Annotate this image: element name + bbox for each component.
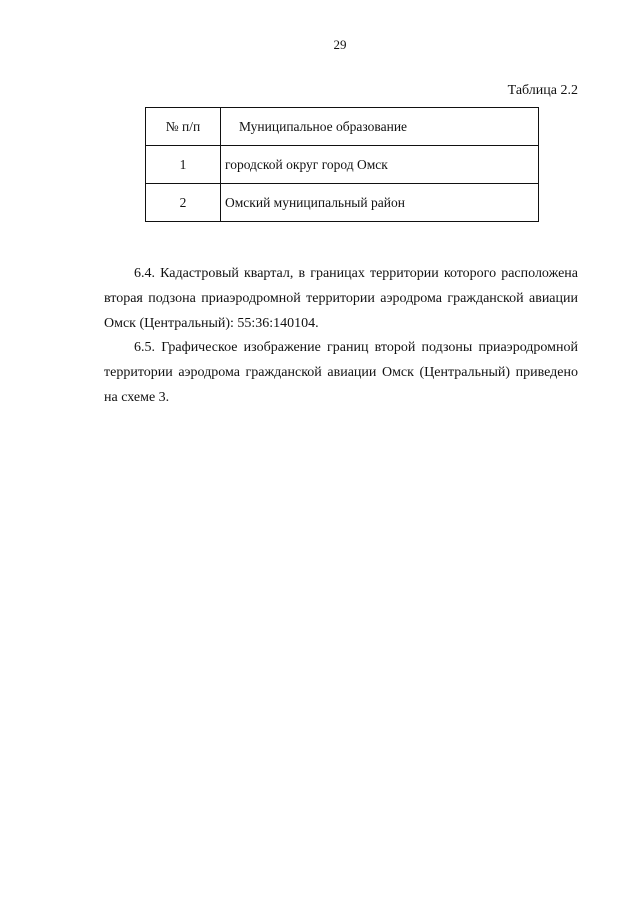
- row-municipality: Омский муниципальный район: [221, 184, 539, 222]
- table-header-row: [146, 108, 539, 146]
- header-number: № п/п: [146, 108, 221, 146]
- table-row: [146, 146, 539, 184]
- row-municipality: городской округ город Омск: [221, 146, 539, 184]
- paragraph-cadastral-quarter: 6.4. Кадастровый квартал, в границах территории которого расположена вторая подзона приаэродромной территории аэродрома гражданской авиации Омск (Центральный): 55:36:140104.: [104, 266, 578, 331]
- row-number: 1: [146, 146, 221, 184]
- row-number: 2: [146, 184, 221, 222]
- table-row: [146, 184, 539, 222]
- page-number: 29: [333, 37, 347, 52]
- table-caption: Таблица 2.2: [507, 83, 578, 98]
- paragraph-graphic-image: 6.5. Графическое изображение границ второй подзоны приаэродромной территории аэродрома гражданской авиации Омск (Центральный) приведено на схеме 3.: [104, 340, 578, 405]
- header-municipality: Муниципальное образование: [221, 108, 539, 146]
- municipal-table: [145, 107, 539, 222]
